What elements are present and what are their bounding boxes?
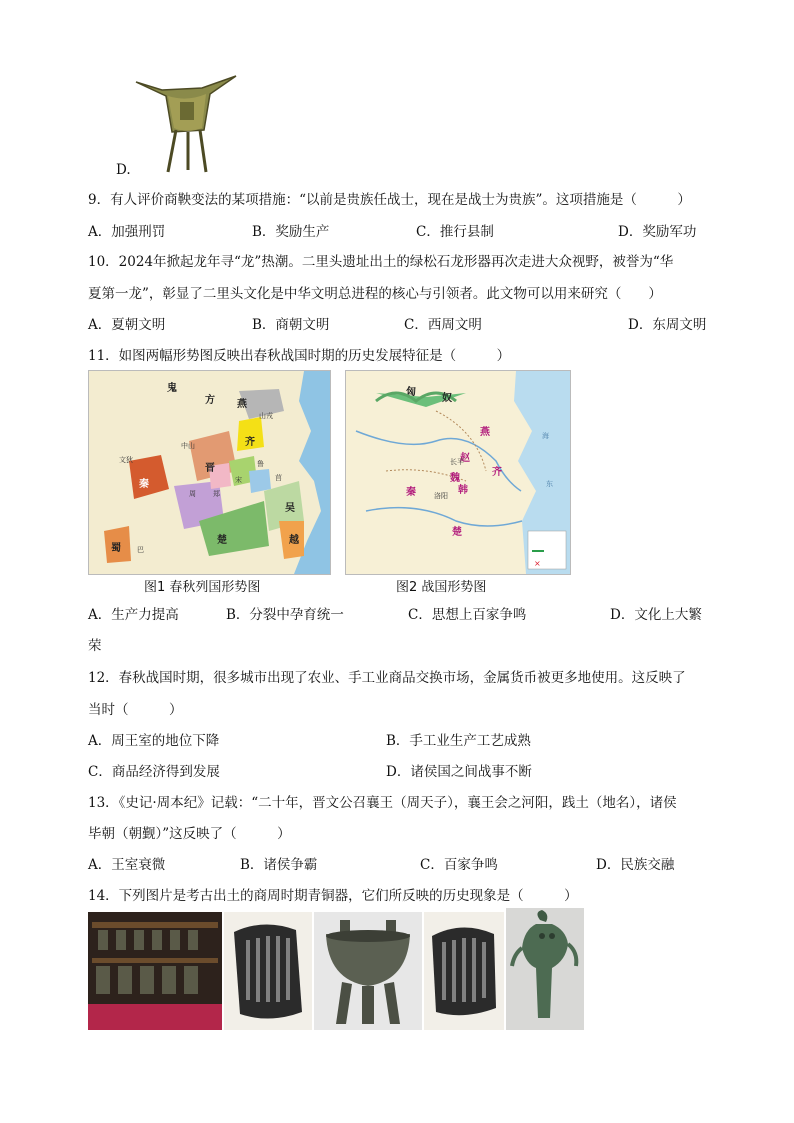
q9-option-d[interactable]: D．奖励军功 <box>618 224 697 240</box>
q10-stem-line2: 夏第一龙”，彰显了二里头文化是中华文明总进程的核心与引领者。此文物可以用来研究（ ） <box>88 286 662 302</box>
q12-option-d[interactable]: D．诸侯国之间战事不断 <box>386 764 532 780</box>
map1-label-shanrong: 山戎 <box>259 412 273 420</box>
map1-label-jin: 晋 <box>205 463 215 474</box>
q13-stem-line2: 毕朝（朝觐）”这反映了（ ） <box>88 826 291 842</box>
bronze-bells-photo <box>88 912 222 1030</box>
map1-label-fang: 方 <box>205 395 215 406</box>
q13-option-d[interactable]: D．民族交融 <box>596 857 675 873</box>
bronze-jue-image <box>132 72 242 176</box>
q10-option-d[interactable]: D．东周文明 <box>628 317 707 333</box>
q10-option-c[interactable]: C．西周文明 <box>404 317 482 333</box>
q10-stem-line1: 10．2024年掀起龙年寻“龙”热潮。二里头遗址出土的绿松石龙形器再次走进大众视野，被誉为“华 <box>88 254 674 270</box>
map1-label-zhongshan: 中山 <box>181 442 195 450</box>
q13-option-c[interactable]: C．百家争鸣 <box>420 857 498 873</box>
map1-label-zheng: 郑 <box>213 490 220 498</box>
map2-label-changping: 长平 <box>450 458 464 466</box>
bronze-figure-photo <box>506 908 584 1030</box>
map2-label-wei: 魏 <box>450 473 460 484</box>
map1-label-qi: 齐 <box>245 437 255 448</box>
map1-label-chu: 楚 <box>217 535 227 546</box>
map2-label-yan: 燕 <box>480 427 490 438</box>
fig1-caption: 图1 春秋列国形势图 <box>144 580 261 595</box>
map2-label-dong: 东 <box>546 480 553 488</box>
q11-option-d-wrap: 荣 <box>88 638 102 654</box>
q12-stem-line2: 当时（ ） <box>88 702 183 718</box>
map2-label-qin: 秦 <box>406 487 416 498</box>
q9-option-b[interactable]: B．奖励生产 <box>252 224 330 240</box>
q11-option-c[interactable]: C．思想上百家争鸣 <box>408 607 527 623</box>
q13-option-a[interactable]: A．王室衰微 <box>88 857 166 873</box>
svg-text:×: × <box>534 559 541 568</box>
q11-option-a[interactable]: A．生产力提高 <box>88 607 179 623</box>
q9-option-c[interactable]: C．推行县制 <box>416 224 494 240</box>
bronze-ding-photo <box>314 912 422 1030</box>
inscription-rubbing-left <box>224 912 312 1030</box>
fig2-caption: 图2 战国形势图 <box>396 580 487 595</box>
map1-label-yan: 燕 <box>237 399 247 410</box>
map1-label-yue: 越 <box>289 535 299 546</box>
map1-label-shu: 蜀 <box>111 543 121 554</box>
q11-option-b[interactable]: B．分裂中孕育统一 <box>226 607 344 623</box>
map2-label-han: 韩 <box>458 485 468 496</box>
q9-stem: 9．有人评价商鞅变法的某项措施：“以前是贵族任战士，现在是战士为贵族”。这项措施是（ ） <box>88 192 691 208</box>
map1-label-gui: 鬼 <box>167 383 177 394</box>
q12-option-a[interactable]: A．周王室的地位下降 <box>88 733 220 749</box>
q13-stem-line1: 13．《史记·周本纪》记载：“二十年，晋文公召襄王（周天子），襄王会之河阳，践土（地名），诸侯 <box>88 795 677 811</box>
q8-option-d[interactable]: D. <box>116 162 131 178</box>
inscription-rubbing-right <box>424 912 504 1030</box>
map1-label-qin: 秦 <box>139 479 149 490</box>
q10-option-a[interactable]: A．夏朝文明 <box>88 317 166 333</box>
map2-label-luoyang: 洛阳 <box>434 492 448 500</box>
map2-label-qi: 齐 <box>492 467 502 478</box>
q14-stem: 14．下列图片是考古出土的商周时期青铜器，它们所反映的历史现象是（ ） <box>88 888 578 904</box>
map2-label-zhao: 赵 <box>460 453 470 464</box>
spring-autumn-map <box>88 370 331 575</box>
map1-label-ju: 莒 <box>275 474 282 482</box>
map1-label-wu: 吴 <box>285 503 295 514</box>
q9-option-a[interactable]: A．加强刑罚 <box>88 224 166 240</box>
map1-label-song: 宋 <box>235 476 242 484</box>
map1-label-wendi: 文狄 <box>119 456 133 464</box>
map1-label-lu: 鲁 <box>257 460 264 468</box>
q11-stem: 11．如图两幅形势图反映出春秋战国时期的历史发展特征是（ ） <box>88 348 511 364</box>
map1-label-zhou: 周 <box>189 490 196 498</box>
warring-states-map <box>345 370 571 575</box>
q12-option-b[interactable]: B．手工业生产工艺成熟 <box>386 733 531 749</box>
q12-stem-line1: 12．春秋战国时期，很多城市出现了农业、手工业商品交换市场，金属货币被更多地使用。这反映了 <box>88 670 686 686</box>
map2-label-xiong: 匈 <box>406 387 416 398</box>
q11-option-d[interactable]: D．文化上大繁 <box>610 607 702 623</box>
map1-label-ba: 巴 <box>137 546 144 554</box>
q12-option-c[interactable]: C．商品经济得到发展 <box>88 764 220 780</box>
q10-option-b[interactable]: B．商朝文明 <box>252 317 330 333</box>
map2-label-hai: 海 <box>542 432 549 440</box>
map2-label-chu: 楚 <box>452 527 462 538</box>
map2-label-nu: 奴 <box>442 393 452 404</box>
q13-option-b[interactable]: B．诸侯争霸 <box>240 857 318 873</box>
